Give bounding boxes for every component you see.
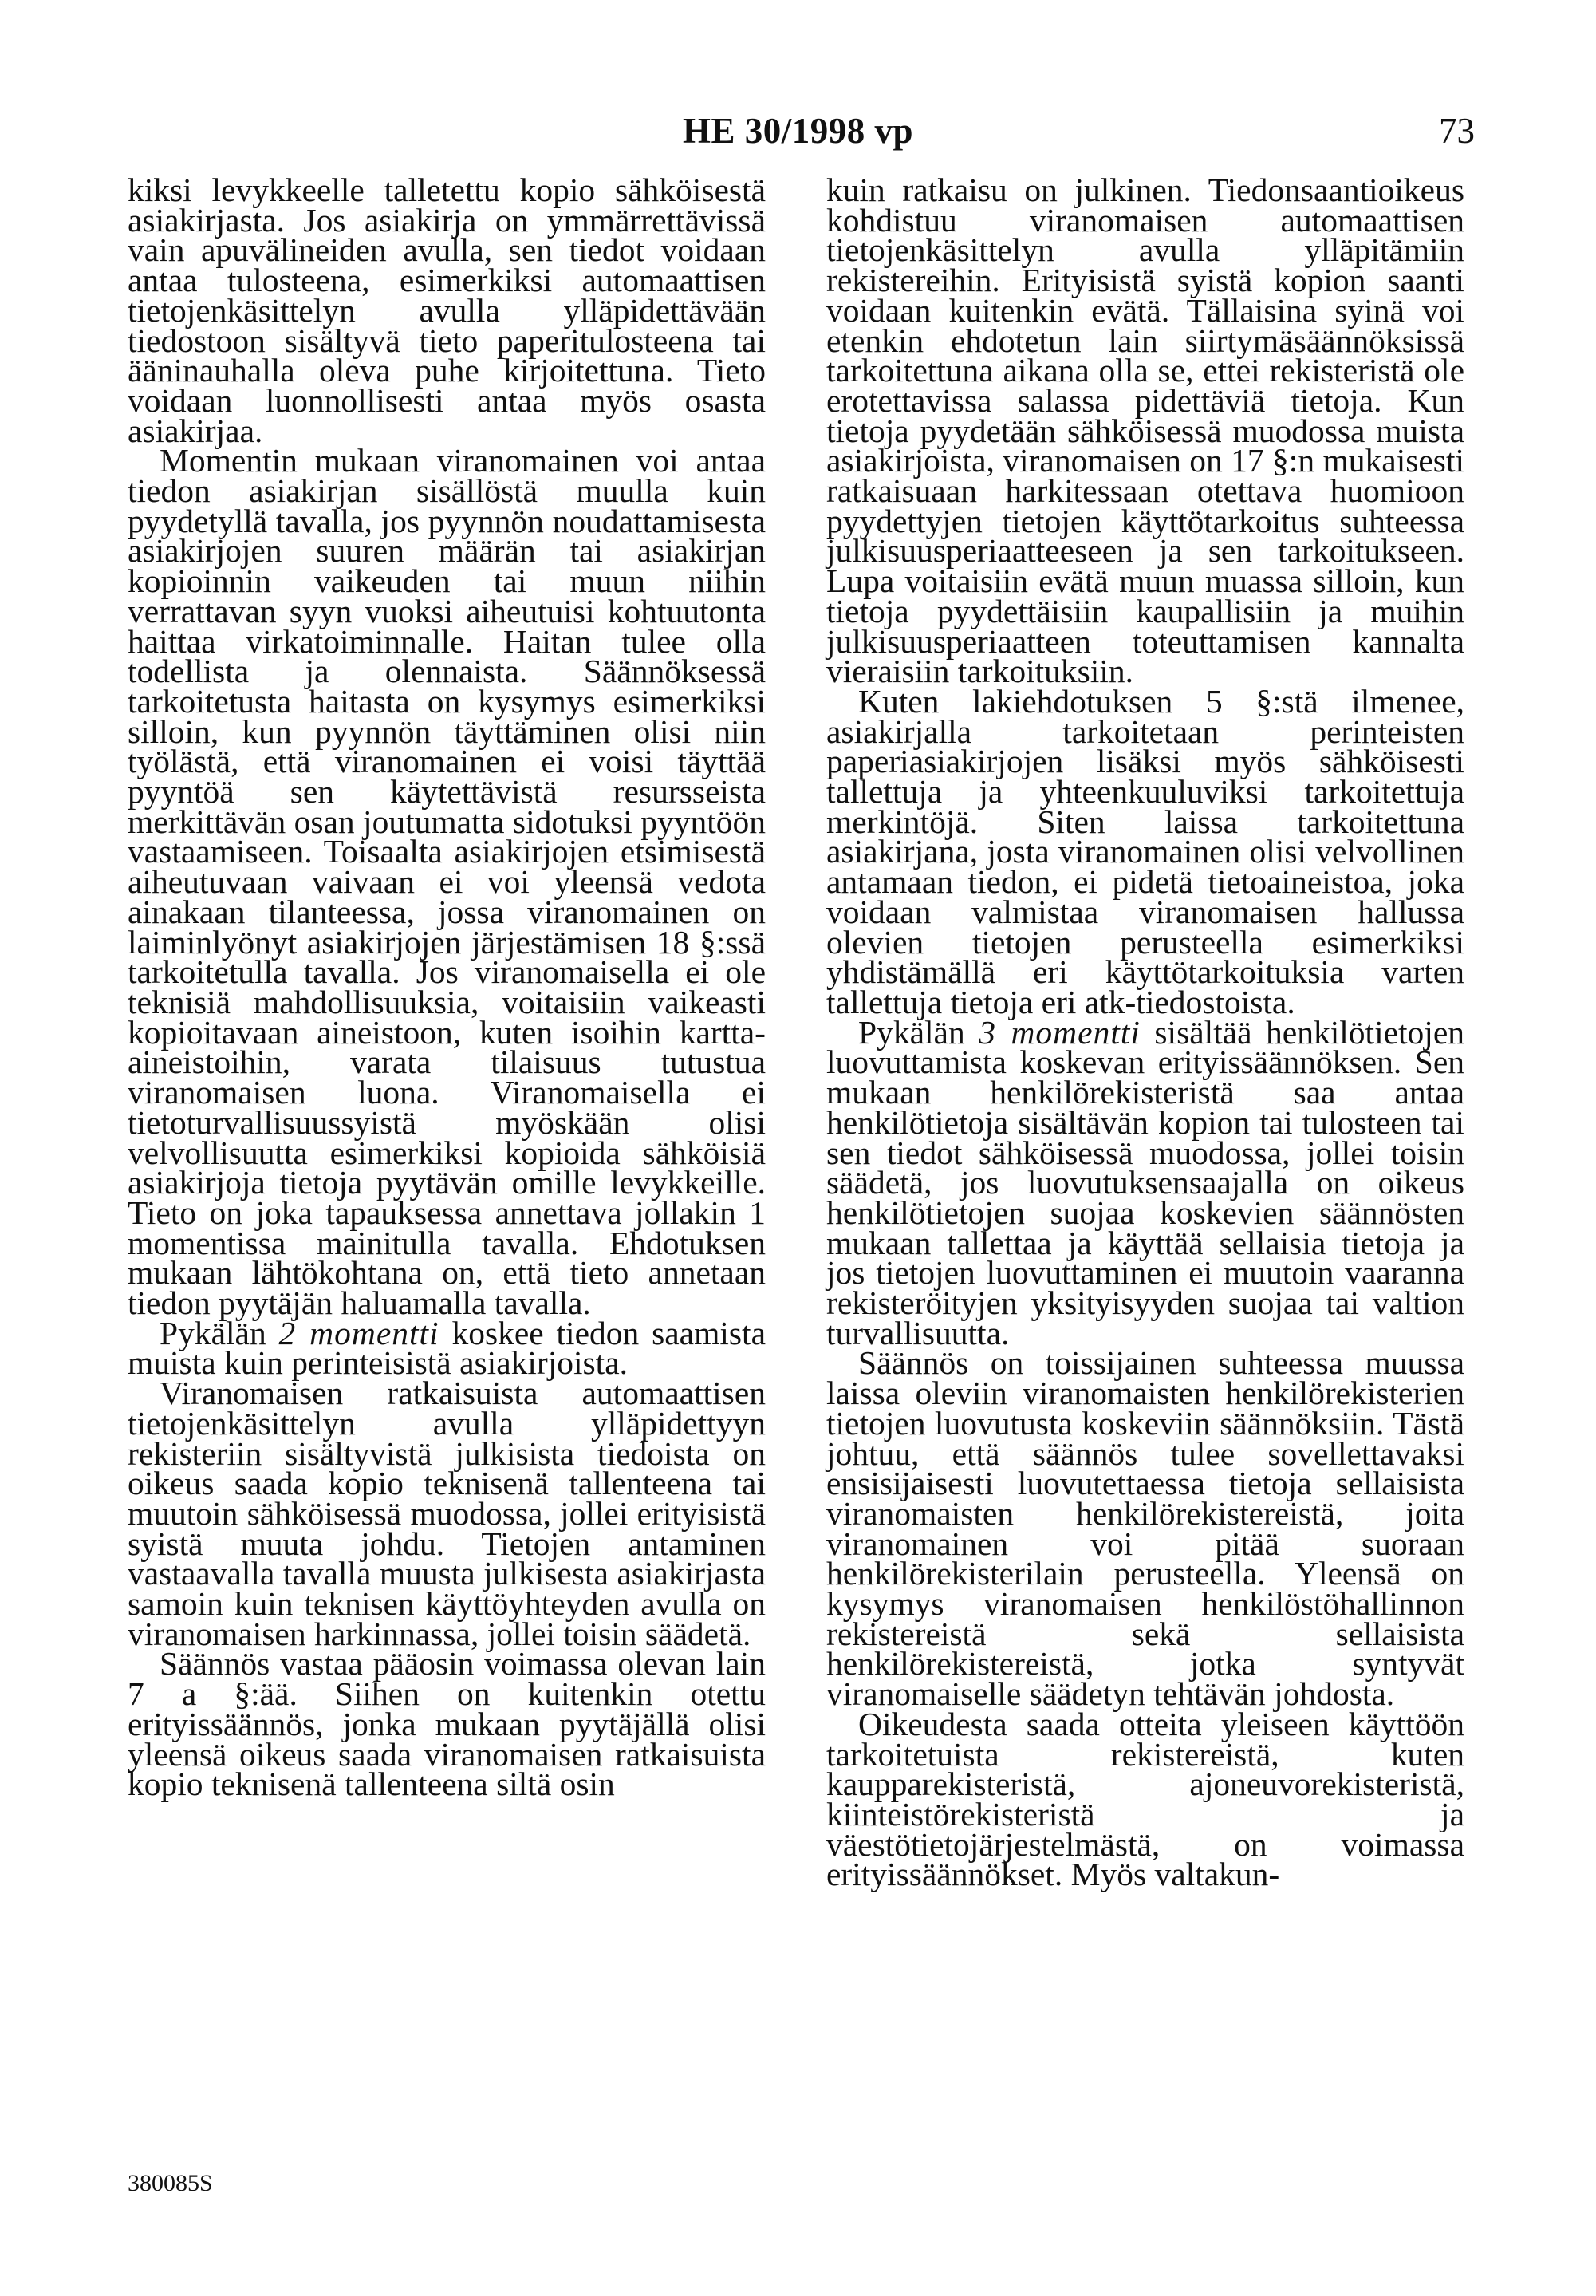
left-column (128, 172, 766, 1803)
text-span: koskee tiedon saamista muista kuin perinteisistä asiakirjoista. (128, 1314, 766, 1382)
paragraph: Säännös on toissijainen suhteessa muussa laissa oleviin viranomaisten henkilörekisterien tietojen luovutusta koskeviin säännöksiin. Tästä johtuu, että säännös tulee sovellettavaksi ensisijaisesti luovutettaessa tietoja sellaisista viranomaisten henkilörekistereistä, joita viranomainen voi pitää suoraan henkilörekisterilain perusteella. Yleensä on kysymys viranomaisen henkilöstöhallinnon rekistereistä sekä sellaisista henkilörekistereistä, jotka syntyvät viranomaiselle säädetyn tehtävän johdosta. (826, 1344, 1464, 1713)
paragraph (826, 1013, 1464, 1351)
right-column (826, 172, 1464, 1893)
paragraph: Momentin mukaan viranomainen voi antaa tiedon asiakirjan sisällöstä muulla kuin pyydetyllä tavalla, jos pyynnön noudattamisesta asiakirjojen suuren määrän tai asiakirjan kopioinnin vaikeuden tai muun niihin verrattavan syyn vuoksi aiheutuisi kohtuutonta haittaa virkatoiminnalle. Haitan tulee olla todellista ja olennaista. Säännöksessä tarkoitetusta haitasta on kysymys esimerkiksi silloin, kun pyynnön täyttäminen olisi niin työlästä, että viranomainen ei voisi täyttää pyyntöä sen käytettävistä resursseista merkittävän osan joutumatta sidotuksi pyyntöön vastaamiseen. Toisaalta asiakirjojen etsimisestä aiheutuvaan vaivaan ei voi yleensä vedota ainakaan tilanteessa, jossa viranomainen on laiminlyönyt asiakirjojen järjestämisen 18 §:ssä tarkoitetulla tavalla. Jos viranomaisella ei ole teknisiä mahdollisuuksia, voitaisiin vaikeasti kopioitavaan aineistoon, kuten isoihin kartta-aineistoihin, varata tilaisuus tutustua viranomaisen luona. Viranomaisella ei tietoturvallisuussyistä myöskään olisi velvollisuutta esimerkiksi kopioida sähköisiä asiakirjoja tietoja pyytävän omille levykkeille. Tieto on joka tapauksessa annettava jollakin 1 momentissa mainitulla tavalla. Ehdotuksen mukaan lähtökohtana on, että tieto annetaan tiedon pyytäjän haluamalla tavalla. (128, 442, 766, 1322)
paragraph: Oikeudesta saada otteita yleiseen käyttöön tarkoitetuista rekistereistä, kuten kaupparekisteristä, ajoneuvorekisteristä, kiinteistörekisteristä ja väestötietojärjestelmästä, on voimassa erityissäännökset. Myös valtakun- (826, 1705, 1464, 1893)
paragraph: Viranomaisen ratkaisuista automaattisen tietojenkäsittelyn avulla ylläpidettyyn rekisteriin sisältyvistä julkisista tiedoista on oikeus saada kopio teknisenä tallenteena tai muutoin sähköisessä muodossa, jollei erityisistä syistä muuta johdu. Tietojen antaminen vastaavalla tavalla muusta julkisesta asiakirjasta samoin kuin teknisen käyttöyhteyden avulla on viranomaisen harkinnassa, jollei toisin säädetä. (128, 1375, 766, 1652)
italic-term: 3 momentti (979, 1013, 1141, 1051)
document-id: HE 30/1998 vp (682, 111, 914, 151)
text-span: Pykälän (858, 1013, 979, 1051)
paragraph (128, 1314, 766, 1382)
text-span: Pykälän (160, 1314, 279, 1351)
paragraph: Kuten lakiehdotuksen 5 §:stä ilmenee, asiakirjalla tarkoitetaan perinteisten paperiasiakirjojen lisäksi myös sähköisesti tallettuja ja yhteenkuuluviksi tarkoitettuja merkintöjä. Siten laissa tarkoitettuna asiakirjana, josta viranomainen olisi velvollinen antamaan tiedon, ei pidetä tietoaineistoa, joka voidaan valmistaa viranomaisen hallussa olevien tietojen perusteella esimerkiksi yhdistämällä eri käyttötarkoituksia varten tallettuja tietoja eri atk-tiedostoista. (826, 682, 1464, 1020)
paragraph: kuin ratkaisu on julkinen. Tiedonsaantioikeus kohdistuu viranomaisen automaattisen tietojenkäsittelyn avulla ylläpitämiin rekistereihin. Erityisistä syistä kopion saanti voidaan kuitenkin evätä. Tällaisina syinä voi etenkin ehdotetun lain siirtymäsäännöksissä tarkoitettuna aikana olla se, ettei rekisteristä ole erotettavissa salassa pidettäviä tietoja. Kun tietoja pyydetään sähköisessä muodossa muista asiakirjoista, viranomaisen on 17 §:n mukaisesti ratkaisuaan harkitessaan otettava huomioon pyydettyjen tietojen käyttötarkoitus suhteessa julkisuusperiaatteeseen ja sen tarkoitukseen. Lupa voitaisiin evätä muun muassa silloin, kun tietoja pyydettäisiin kaupallisiin ja muihin julkisuusperiaatteen toteuttamisen kannalta vieraisiin tarkoituksiin. (826, 172, 1464, 690)
italic-term: 2 momentti (278, 1314, 439, 1351)
paragraph: Säännös vastaa pääosin voimassa olevan lain 7 a §:ää. Siihen on kuitenkin otettu erityissäännös, jonka mukaan pyytäjällä olisi yleensä oikeus saada viranomaisen ratkaisuista kopio teknisenä tallenteena siltä osin (128, 1645, 766, 1803)
footer-code: 380085S (128, 2170, 213, 2196)
text-span: sisältää henkilötietojen luovuttamista koskevan erityissäännöksen. Sen mukaan henkilörekisteristä saa antaa henkilötietoja sisältävän kopion tai tulosteen tai sen tiedot sähköisessä muodossa, jollei toisin säädetä, jos luovutuksensaajalla on oikeus henkilötietojen suojaa koskevien säännösten mukaan tallettaa ja käyttää sellaisia tietoja ja jos tietojen luovuttaminen ei muutoin vaaranna rekisteröityjen yksityisyyden suojaa tai valtion turvallisuutta. (826, 1013, 1464, 1351)
page-number: 73 (1439, 111, 1475, 151)
paragraph: kiksi levykkeelle talletettu kopio sähköisestä asiakirjasta. Jos asiakirja on ymmärrettävissä vain apuvälineiden avulla, sen tiedot voidaan antaa tulosteena, esimerkiksi automaattisen tietojenkäsittelyn avulla ylläpidettävään tiedostoon sisältyvä tieto paperitulosteena tai ääninauhalla oleva puhe kirjoitettuna. Tieto voidaan luonnollisesti antaa myös osasta asiakirjaa. (128, 172, 766, 449)
page-header (0, 110, 1596, 158)
